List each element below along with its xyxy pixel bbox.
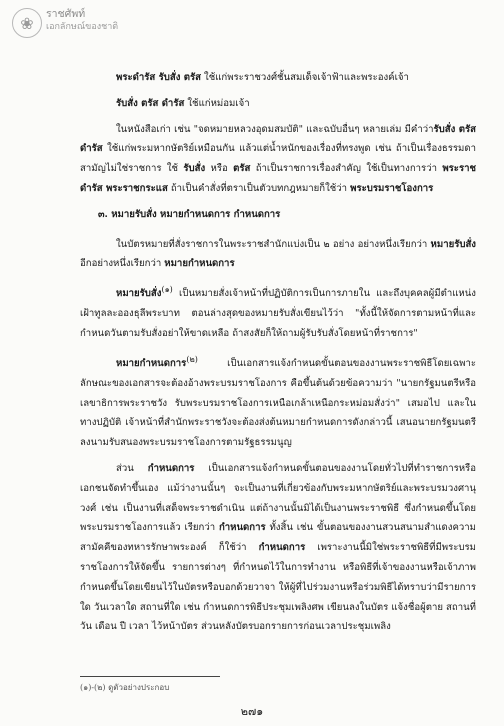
paragraph-text: ในหนังสือเก่า เช่น "จดหมายหลวงอุดมสมบัติ" และฉบับอื่นๆ หลายเล่ม มีคำว่า: [116, 123, 434, 135]
footnote-marker: (๑)-(๒): [80, 683, 106, 692]
term-bold: พระดำรัส รับสั่ง ตรัส: [116, 72, 201, 83]
section-heading-text: ๓. หมายรับสั่ง หมายกำหนดการ กำหนดการ: [98, 208, 281, 220]
page-header: [12, 8, 118, 38]
paragraph-4: [80, 235, 476, 275]
paragraph-7: [80, 459, 476, 637]
term-bold: หมายรับสั่ง: [430, 238, 476, 250]
footnote-ref: (๒): [186, 354, 198, 364]
term-bold: รับสั่ง: [183, 163, 206, 175]
paragraph-text: ในบัตรหมายที่สั่งราชการในพระราชสำนักแบ่งเป็น ๒ อย่าง อย่างหนึ่งเรียกว่า: [116, 238, 431, 250]
paragraph-text: ใช้แก่พระราชวงศ์ชั้นสมเด็จเจ้าฟ้าและพระองค์เจ้า: [200, 72, 409, 83]
term-bold: กำหนดการ: [147, 462, 195, 474]
paragraph-text: ใช้แก่พระมหากษัตริย์เหมือนกัน แล้วแต่น้ำหนักของเรื่องที่ทรงพูด เช่น ถ้าเป็นเรื่องธรรมดาสามัญไม่ใช่ราชการ ใช้: [80, 143, 476, 175]
paragraph-1: [80, 68, 476, 88]
paragraph-text: ถ้าเป็นคำสั่งที่ตราเป็นตัวบทกฎหมายก็ใช้ว่า: [167, 182, 351, 194]
document-body: [80, 68, 476, 643]
term-bold: หมายรับสั่ง: [116, 288, 162, 300]
page-number: ๒๗๑: [240, 705, 264, 718]
paragraph-text: ส่วน: [116, 462, 148, 474]
term-bold: หมายกำหนดการ: [164, 258, 235, 270]
paragraph-text: เป็นหมายสั่งเจ้าหน้าที่ปฏิบัติการเป็นการภายใน และถึงบุคคลผู้มีตำแหน่งเฝ้าทูลละอองธุลีพระบาท ตอนล่างสุดของหมายรับสั่งเขียนไว้ว่า "ทั้งนี้ให้จัดการตามหน้าที่และกำหนดวันตามรับสั่งอย่าให้ขาดเหลือ ถ้าสงสัยก็ให้ถามผู้รับรับสั่งโดยหน้าที่ราชการ": [80, 288, 476, 339]
paragraph-text: เป็นเอกสารแจ้งกำหนดขั้นตอนของงานพระราชพิธีโดยเฉพาะลักษณะของเอกสารจะต้องอ้างพระบรมราชโองการ คือขึ้นต้นด้วยข้อความว่า "นายกรัฐมนตรีหรือเลขาธิการพระราชวัง รับพระบรมราชโองการเหนือเกล้าเหนือกระหม่อมสั่งว่า" เสมอไป และในทางปฏิบัติ เจ้าหน้าที่สำนักพระราชวังจะต้องส่งต้นหมายกำหนดการดังกล่าวนี้ เสนอนายกรัฐมนตรีลงนามรับสนองพระบรมราชโองการตามรัฐธรรมนูญ: [80, 357, 476, 449]
term-bold: รับสั่ง ตรัส ดำรัส: [116, 97, 185, 109]
paragraph-5: [80, 280, 476, 344]
term-bold: หมายกำหนดการ: [116, 357, 187, 369]
term-bold: รับสั่ง ตรัส ดำรัส: [80, 123, 476, 155]
term-bold: พระราชดำรัส พระราชกระแส: [80, 163, 477, 194]
paragraph-2: [80, 94, 476, 114]
header-subtitle: เอกลักษณ์ของชาติ: [46, 22, 119, 32]
term-bold: ตรัส: [233, 163, 251, 175]
term-bold: กำหนดการ: [218, 522, 266, 534]
paragraph-text: ทั้งสิ้น เช่น ขั้นตอนของงานสวนสนามสำแดงความสามัคคีของทหารรักษาพระองค์ ก็ใช้ว่า: [80, 522, 476, 554]
paragraph-text: เป็นเอกสารแจ้งกำหนดขั้นตอนของงานโดยทั่วไปที่ทำราชการหรือเอกชนจัดทำขึ้นเอง แม้ว่างานนั้นๆ จะเป็นงานที่เกี่ยวข้องกับพระมหากษัตริย์และพระบรมวงศานุวงศ์ เช่น เป็นงานที่เสด็จพระราชดำเนิน แต่ถ้างานนั้นมิได้เป็นงานพระราชพิธี ซึ่งกำหนดขึ้นโดยพระบรมราชโองการแล้ว เรียกว่า: [80, 462, 476, 534]
footnote-ref: (๑): [161, 285, 173, 295]
paragraph-6: [80, 350, 476, 453]
seal-logo-icon: ❀: [12, 8, 42, 38]
footnote-text: ดูตัวอย่างประกอบ: [108, 683, 170, 692]
brand-block: [46, 8, 118, 34]
paragraph-text: เพราะงานนี้มิใช่พระราชพิธีที่มีพระบรมราชโองการให้จัดขึ้น รายการต่างๆ ที่กำหนดไว้ในการทำงาน หรือพิธีที่เจ้าของงานหรือเจ้าภาพกำหนดขึ้นโดยเขียนไว้ในบัตรหรือบอกด้วยวาจา ให้ผู้ที่ไปร่วมงานหรือร่วมพิธีได้ทราบว่ามีรายการใด วันเวลาใด สถานที่ใด เช่น กำหนดการพิธีประชุมเพลิงศพ เขียนลงในบัตร แจ้งชื่อผู้ตาย สถานที่ วัน เดือน ปี เวลา ไว้หน้าบัตร ส่วนหลังบัตรบอกรายการก่อนเวลาประชุมเพลิง: [80, 542, 476, 633]
term-bold: กำหนดการ: [258, 542, 306, 554]
paragraph-3: [80, 120, 476, 199]
paragraph-text: ใช้แก่หม่อมเจ้า: [184, 97, 250, 109]
footnote-divider: [80, 676, 220, 677]
section-heading: [80, 205, 476, 225]
header-title: ราชศัพท์: [46, 8, 86, 20]
footnote: [80, 681, 169, 694]
paragraph-text: หรือ: [205, 163, 234, 175]
paragraph-text: ถ้าเป็นราชการเรื่องสำคัญ ใช้เป็นทางการว่า: [250, 163, 443, 175]
term-bold: พระบรมราชโองการ: [350, 182, 434, 194]
paragraph-text: อีกอย่างหนึ่งเรียกว่า: [80, 258, 165, 270]
